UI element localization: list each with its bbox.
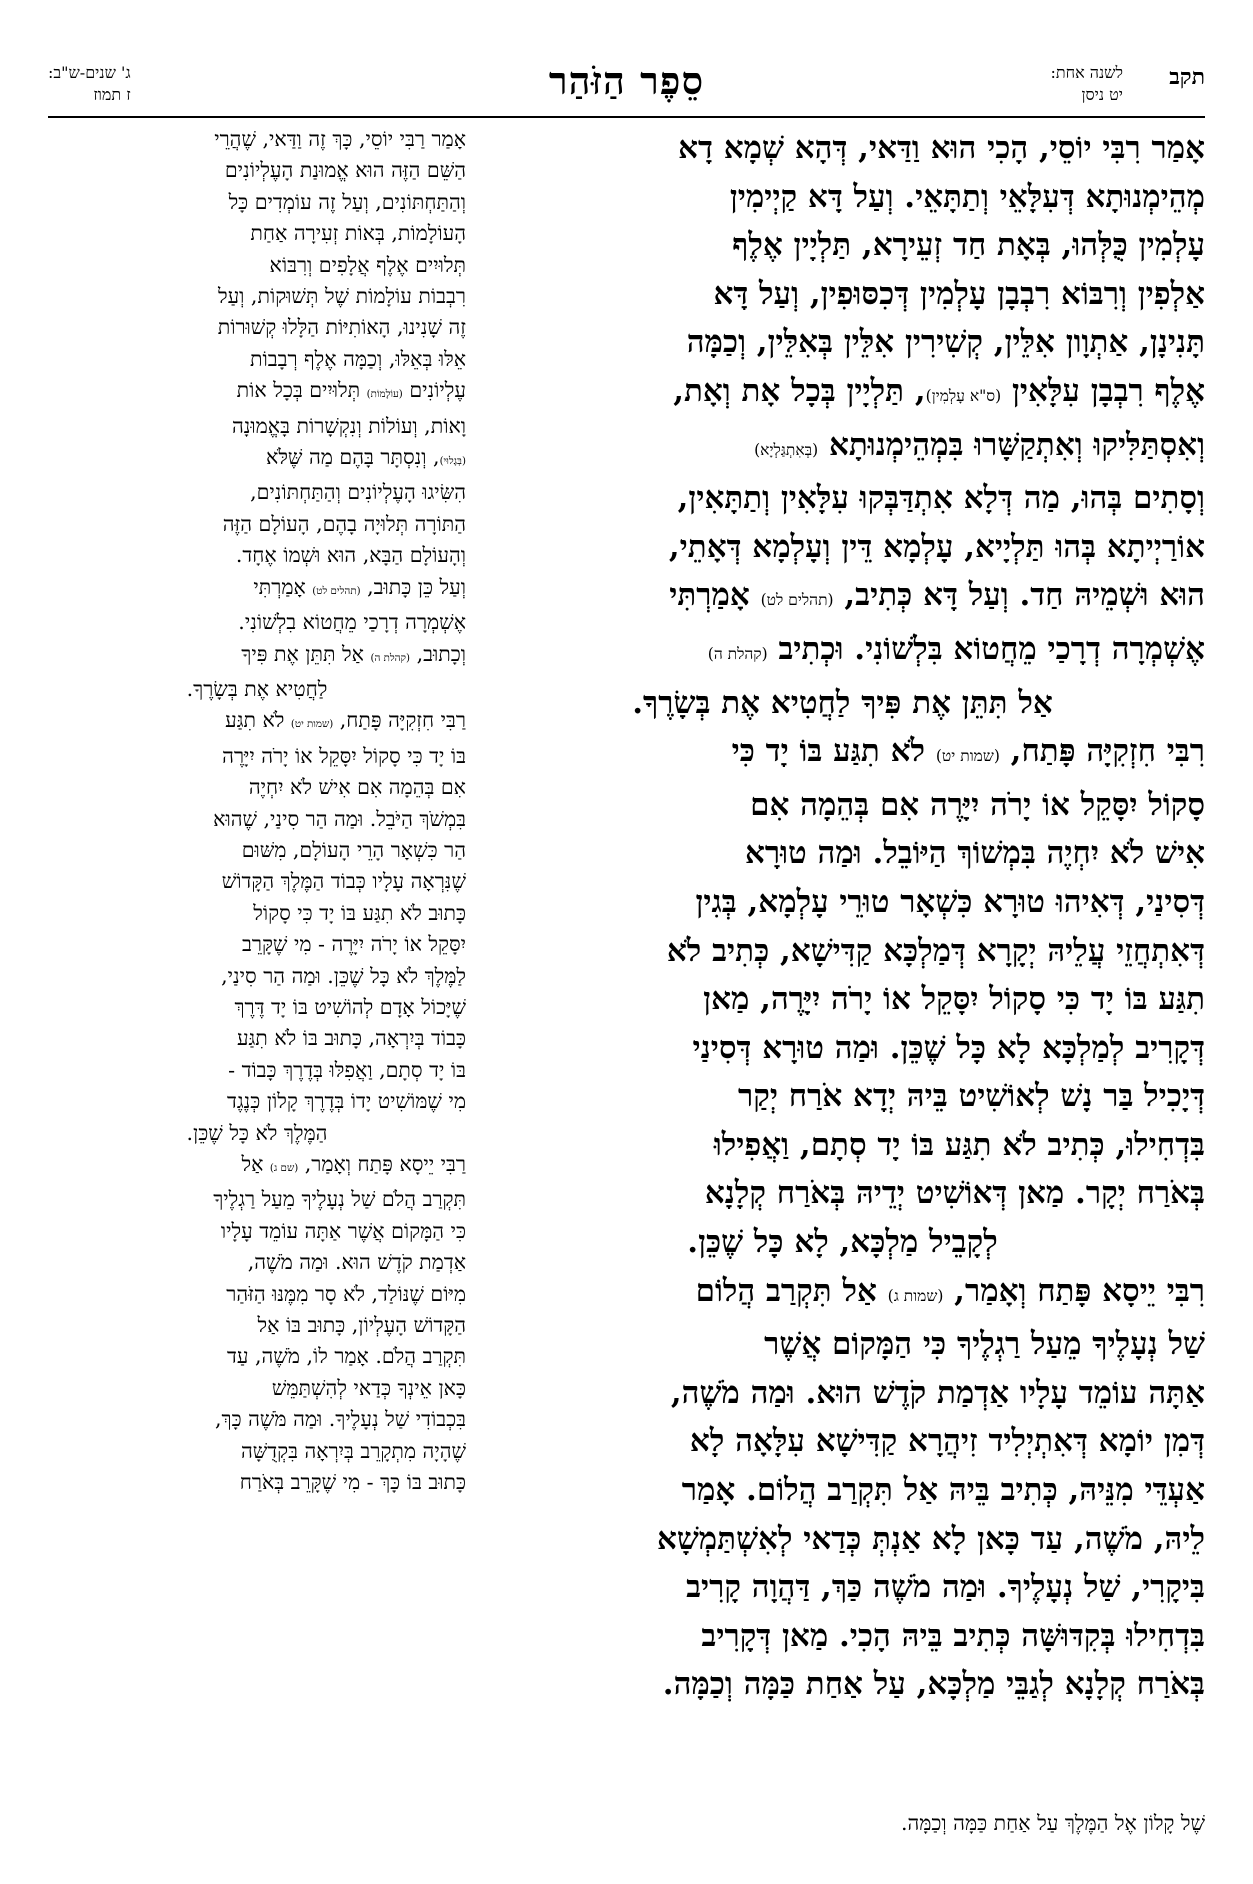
hebrew-line (48, 540, 466, 571)
text-segment: וְהָעוֹלָם הַבָּא, הוּא וּשְׁמוֹ אֶחָד. (235, 543, 466, 568)
text-segment: הָעוֹלָמוֹת, בְּאוֹת זְעִירָה אַחַת (250, 221, 466, 246)
verse-reference: (בְּגָלוּי) (439, 455, 466, 468)
aramaic-line (480, 1218, 1205, 1267)
text-segment: בִּדְחִילוּ, כְּתִיב לֹא תִגַּע בּוֹ יָד סְתָם, וַאֲפִילוּ (713, 1126, 1205, 1163)
hebrew-line (48, 124, 466, 155)
hebrew-line (48, 1279, 466, 1310)
text-segment: דְּאִתְחֲזֵי עֲלֵיהּ יְקָרָא דְּמַלְכָּא קַדִּישָׁא, כְּתִיב לֹא (666, 932, 1205, 969)
hebrew-line (48, 772, 466, 803)
aramaic-line (480, 1369, 1205, 1418)
text-segment: אֶשְׁמְרָה דְרָכַי מֵחֲטוֹא בִלְשׁוֹנִי. (238, 610, 466, 635)
text-segment: עֶלְיוֹנִים (409, 378, 466, 403)
text-segment: תִגַּע בּוֹ יָד כִּי סָקוֹל יִסָּקֵל אוֹ יָרֹה יִיָּרֶה, מַאן (703, 981, 1205, 1018)
text-segment: לַחֲטִיא אֶת בְּשָׂרֶךָ. (186, 676, 328, 701)
text-segment: אֶשְׁמְרָה דְרָכַי מֵחֲטוֹא בִּלְשׁוֹנִי. וּכְתִיב (778, 630, 1205, 667)
page-header (48, 58, 1205, 120)
one-year-date: יט ניסן (1081, 85, 1123, 104)
text-segment: עָלְמִין כֻּלְּהוּ, בְּאָת חַד זְעֵירָא, תַּלְיָין אֶלֶף (732, 227, 1205, 264)
text-segment: וְכָתוּב, (416, 641, 466, 666)
aramaic-line (480, 975, 1205, 1024)
text-segment: תָּנִינָן, אַתְוָון אִלֵּין, קְשִׁירִין אִלֵּין בְּאִלֵּין, וְכַמָּה (686, 324, 1205, 361)
text-segment: אַלְפִין וְרִבּוֹא רִבְבָן עָלְמִין דְּכִסּוּפִין, וְעַל דָּא (713, 275, 1205, 312)
aramaic-line (480, 124, 1205, 173)
hebrew-line (48, 344, 466, 375)
text-segment: הִשִּׂיגוּ הָעֶלְיוֹנִים וְהַתַּחְתּוֹנִים, (250, 480, 466, 505)
verse-reference: (בְּאִתְגַּלְיָא) (754, 440, 819, 459)
hebrew-line (48, 898, 466, 929)
text-segment: זֶה שָׁנִינוּ, הָאוֹתִיּוֹת הַלָּלוּ קְשׁוּרוֹת (217, 315, 466, 340)
text-segment: שֶׁיָּכוֹל אָדָם לְהוֹשִׁיט בּוֹ יָד דֶּרֶךְ (234, 994, 466, 1019)
text-segment: בִּכְבוֹדִי שַׁל נְעָלֶיךָ. וּמַה מֹּשֶׁה כָּךְ, (214, 1407, 466, 1432)
text-segment: אַל תִּקְרַב הֲלוֹם (695, 1272, 888, 1309)
text-segment: אַעְדֵּי מִנֵּיהּ, כְּתִיב בֵּיהּ אַל תִּקְרַב הֲלוֹם. אָמַר (681, 1472, 1205, 1509)
text-segment: לְקָבֵיל מַלְכָּא, לָא כָּל שֶׁכֵּן. (687, 1224, 998, 1261)
text-segment: תְּלוּיִים בְּכָל אוֹת (236, 378, 367, 403)
hebrew-line (48, 1184, 466, 1215)
hebrew-line (48, 1118, 466, 1149)
three-year-schedule (48, 62, 131, 106)
hebrew-line (48, 804, 466, 835)
text-segment: בּוֹ יָד סְתָם, וַאֲפִלּוּ בְּדֶרֶךְ כָּבוֹד - (228, 1057, 466, 1082)
aramaic-line (480, 367, 1205, 421)
text-segment: דְּיָכִיל בַּר נָשׁ לְאוֹשִׁיט בֵּיהּ יְדָא אֹרַח יְקַר (738, 1078, 1205, 1115)
hebrew-line (48, 835, 466, 866)
text-segment: כִּי הַמָּקוֹם אֲשֶׁר אַתָּה עוֹמֵד עָלָיו (220, 1218, 466, 1243)
hebrew-line (48, 509, 466, 540)
aramaic-line (480, 781, 1205, 830)
aramaic-line (480, 1563, 1205, 1612)
hebrew-line (48, 929, 466, 960)
hebrew-line (48, 250, 466, 281)
text-segment: בִּמְשֹׁךְ הַיֹּבֵל. וּמַה הַר סִינַי, שֶׁהוּא (213, 806, 466, 831)
text-segment: , תַּלְיָין בְּכָל אָת וְאָת, (673, 372, 926, 409)
text-segment: מִיּוֹם שֶׁנּוֹלַד, לֹא סָר מִמֶּנּוּ הַזֹּהַר (226, 1281, 466, 1306)
hebrew-line (48, 1310, 466, 1341)
verse-reference: (קהלת ה) (707, 644, 768, 663)
hebrew-line (48, 639, 466, 674)
text-segment: אַל תִּתֵּן אֶת פִּיךָ לַחֲטִיא אֶת בְּשָׂרֶךָ. (632, 684, 1053, 721)
text-segment: אַדְמַת קֹדֶשׁ הוּא. וּמַה מֹשֶׁה, (247, 1250, 466, 1275)
hebrew-line (48, 411, 466, 442)
aramaic-line (480, 1267, 1205, 1321)
text-segment: שֶׁנִּרְאָה עָלָיו כְּבוֹד הַמֶּלֶךְ הַקָּדוֹשׁ (221, 869, 466, 894)
aramaic-line (480, 1612, 1205, 1661)
text-segment: שַׁל נְעָלֶיךָ מֵעַל רַגְלֶיךָ כִּי הַמָּקוֹם אֲשֶׁר (764, 1326, 1205, 1363)
verse-reference: (שמות יט) (290, 718, 334, 731)
text-segment: רִבְבוֹת עוֹלָמוֹת שֶׁל תְּשׁוּקוֹת, וְעַל (217, 284, 466, 309)
verse-reference: (תהלים לט) (312, 584, 361, 597)
hebrew-line (48, 1341, 466, 1372)
three-year-date: ז תמוז (93, 85, 131, 104)
hebrew-line (48, 607, 466, 638)
aramaic-line (480, 1320, 1205, 1369)
aramaic-line (480, 1024, 1205, 1073)
text-segment: וְסָתִים בְּהוּ, מַה דְּלָא אִתְדַּבְּקוּ עִלָּאִין וְתַתָּאִין, (677, 480, 1205, 517)
text-segment: מְהֵימְנוּתָא דְּעִלָּאֵי וְתַתָּאֵי. וְעַל דָּא קַיְימִין (729, 178, 1205, 215)
hebrew-line (48, 1086, 466, 1117)
text-segment: , וְנִסְתָּר בָּהֶם מַה שֶּׁלֹּא (266, 445, 440, 470)
hebrew-line (48, 281, 466, 312)
hebrew-line (48, 1247, 466, 1278)
aramaic-line (480, 1169, 1205, 1218)
hebrew-line (48, 572, 466, 607)
text-segment: רִבִּי יֵיסָא פָּתַח וְאָמַר, (954, 1272, 1205, 1309)
text-segment: לֹא תִגַּע (225, 708, 291, 733)
verse-reference: (עוֹלָמוֹת) (366, 388, 403, 401)
aramaic-line (480, 878, 1205, 927)
text-segment: תִּקְרַב הֲלֹם שַׁל נְעָלֶיךָ מֵעַל רַגְלֶיךָ (213, 1187, 466, 1212)
text-segment: דְּקָרִיב לְמַלְכָּא לָא כָּל שֶׁכֵּן. וּמַה טוּרָא דְּסִינַי (692, 1029, 1205, 1066)
verse-reference: (שמות יט) (935, 747, 1000, 766)
aramaic-line (480, 474, 1205, 523)
text-segment: אָמַרְתִּי (669, 577, 761, 614)
hebrew-line (48, 961, 466, 992)
hebrew-line (48, 155, 466, 186)
text-segment: וְהַתַּחְתּוֹנִים, וְעַל זֶה עוֹמְדִים כָּל (228, 189, 466, 214)
text-segment: שֶׁהָיָה מִתְקָרֵב בְּיִרְאָה בִּקְדֻשָּׁה (240, 1438, 466, 1463)
text-segment: כָּבוֹד בְּיִרְאָה, כָּתוּב בּוֹ לֹא תִגַּע (236, 1026, 466, 1051)
hebrew-line (48, 741, 466, 772)
text-segment: רִבִּי חִזְקִיָּה פָּתַח, (1010, 733, 1205, 770)
hebrew-line (48, 1467, 466, 1498)
text-segment: אָמַר רִבִּי יוֹסֵי, הָכִי הוּא וַדַּאי, דְּהָא שְׁמָא דָא (678, 130, 1205, 166)
hebrew-line (48, 1373, 466, 1404)
text-segment: אוֹרַיְיתָא בְּהוּ תַּלְיָיא, עָלְמָא דֵּין וְעָלְמָא דְּאָתֵי, (668, 528, 1205, 565)
text-segment: אִם בְּהֵמָה אִם אִישׁ לֹא יִחְיֶה (248, 775, 466, 800)
text-segment: בִּיקָרִי, שַׁל נְעָלֶיךָ. וּמַה מֹשֶׁה כַּךְ, דַּהֲוָה קָרִיב (686, 1569, 1205, 1606)
text-segment: לַמֶּלֶךְ לֹא כָּל שֶׁכֵּן. וּמַה הַר סִינַי, (221, 963, 466, 988)
text-segment: אִישׁ לֹא יִחְיֶה בִּמְשׁוֹךְ הַיּוֹבֵל. וּמַה טוּרָא (744, 835, 1205, 872)
text-segment: הַשֵּׁם הַזֶּה הוּא אֱמוּנַת הָעֶלְיוֹנִים (224, 158, 466, 183)
verse-reference: (קהלת ה) (370, 651, 411, 664)
aramaic-line (480, 318, 1205, 367)
aramaic-line (480, 625, 1205, 679)
aramaic-line (480, 523, 1205, 572)
text-segment: יִסָּקֵל אוֹ יָרֹה יִיָּרֶה - מִי שֶׁקָּרֵב (242, 932, 466, 957)
aramaic-line (480, 221, 1205, 270)
text-segment: וָאוֹת, וְעוֹלוֹת וְנִקְשָׁרוֹת בָּאֱמוּנָה (231, 413, 466, 438)
header-rule (48, 116, 1205, 118)
hebrew-line (48, 375, 466, 410)
text-segment: בִּדְחִילוּ בְּקִדּוּשָּׁה כְּתִיב בֵּיהּ הָכִי. מַאן דְּקָרִיב (701, 1617, 1205, 1654)
text-segment: רַבִּי חִזְקִיָּה פָּתַח, (339, 708, 466, 733)
hebrew-line (48, 187, 466, 218)
text-segment: אֶלֶף רִבְבָן עִלָּאִין (1011, 372, 1205, 409)
text-segment: הַר כִּשְׁאָר הָרֵי הָעוֹלָם, מִשּׁוּם (241, 837, 466, 862)
text-segment: בּוֹ יָד כִּי סָקוֹל יִסָּקֵל אוֹ יָרֹה יִיָּרֶה (222, 743, 466, 768)
text-segment: הַמֶּלֶךְ לֹא כָּל שֶׁכֵּן. (186, 1120, 328, 1145)
hebrew-line (48, 1055, 466, 1086)
hebrew-line (48, 866, 466, 897)
text-segment: דְּסִינַי, דְּאִיהוּ טוּרָא כִּשְׁאָר טוּרֵי עָלְמָא, בְּגִין (695, 883, 1205, 920)
hebrew-line (48, 674, 466, 705)
text-segment: וְעַל כֵּן כָּתוּב, (367, 574, 466, 599)
hebrew-line (48, 1023, 466, 1054)
aramaic-line (480, 270, 1205, 319)
aramaic-line (480, 679, 1205, 728)
text-segment: בְּאֹרַח יְקָר. מַאן דְּאוֹשִׁיט יְדֵיהּ בְּאֹרַח קְלָנָא (704, 1175, 1205, 1212)
text-segment: דְּמִן יוֹמָא דְּאִתְיְלִיד זִיהֲרָא קַדִּישָׁא עִלָּאָה לָא (689, 1423, 1205, 1460)
aramaic-line (480, 727, 1205, 781)
hebrew-line (48, 1436, 466, 1467)
hebrew-line (48, 705, 466, 740)
text-segment: תְּלוּיִים אֶלֶף אֲלָפִים וְרִבּוֹא (269, 252, 466, 277)
hebrew-line (48, 218, 466, 249)
hebrew-line (48, 312, 466, 343)
aramaic-line (480, 927, 1205, 976)
hebrew-line (48, 1404, 466, 1435)
text-segment: לֹא תִגַּע בּוֹ יָד כִּי (731, 733, 936, 770)
aramaic-line (480, 1660, 1205, 1709)
aramaic-line (480, 1072, 1205, 1121)
text-segment: בְּאֹרַח קְלָנָא לְגַבֵּי מַלְכָּא, עַל אַחַת כַּמָּה וְכַמָּה. (662, 1666, 1205, 1703)
text-segment: הוּא וּשְׁמֵיהּ חַד. וְעַל דָּא כְּתִיב, (844, 577, 1205, 614)
text-segment: אַתָּה עוֹמֵד עָלָיו אַדְמַת קֹדֶשׁ הוּא. וּמַה מֹשֶׁה, (670, 1374, 1205, 1411)
aramaic-line (480, 1515, 1205, 1564)
aramaic-line (480, 1466, 1205, 1515)
hebrew-translation-column (48, 124, 466, 1498)
aramaic-line (480, 1417, 1205, 1466)
aramaic-line (480, 829, 1205, 878)
text-segment: רַבִּי יֵיסָא פָּתַח וְאָמַר, (304, 1152, 466, 1176)
hebrew-line (48, 442, 466, 477)
verse-reference: (שמות ג) (887, 1286, 944, 1305)
three-year-label: ג' שנים-ש"ב: (48, 63, 131, 82)
text-segment: וְאִסְתַּלִּיקוּ וְאִתְקַשָּׁרוּ בִּמְהֵימְנוּתָא (828, 426, 1205, 463)
text-segment: אָמַרְתִּי (253, 574, 313, 599)
hebrew-line (48, 1216, 466, 1247)
hebrew-line (48, 1149, 466, 1184)
aramaic-line (480, 571, 1205, 625)
text-segment: כָּתוּב לֹא תִגַּע בּוֹ יָד כִּי סָקוֹל (253, 900, 466, 925)
text-segment: אָמַר רַבִּי יוֹסֵי, כָּךְ זֶה וַדַּאי, שֶׁהֲרֵי (214, 127, 466, 151)
aramaic-text-column (480, 124, 1205, 1709)
hebrew-line (48, 477, 466, 508)
text-segment: כָּאן אֵינְךָ כְּדַאי לְהִשְׁתַּמֵּשׁ (271, 1375, 466, 1400)
verse-reference: (ס"א עָלְמִין) (925, 386, 1002, 405)
aramaic-line (480, 1121, 1205, 1170)
text-segment: תִּקְרַב הֲלֹם. אָמַר לוֹ, מֹשֶׁה, עַד (226, 1344, 466, 1369)
text-segment: הַתּוֹרָה תְּלוּיָה בָהֶם, הָעוֹלָם הַזֶּה (222, 511, 466, 536)
one-year-label: לשנה אחת: (1050, 63, 1123, 82)
text-segment: הַקָּדוֹשׁ הָעֶלְיוֹן, כָּתוּב בּוֹ אַל (257, 1313, 466, 1338)
book-title: סֵפֶר הַזֹּהַר (548, 58, 705, 103)
aramaic-line (480, 173, 1205, 222)
page-number: תקב (1169, 64, 1205, 90)
text-segment: מִי שֶׁמּוֹשִׁיט יָדוֹ בְּדֶרֶךְ קָלוֹן כְּנֶגֶד (227, 1089, 466, 1114)
text-segment: לֵיהּ, מֹשֶׁה, עַד כָּאן לָא אַנְתְּ כְּדַאי לְאִשְׁתַּמְשָׁא (656, 1520, 1205, 1557)
text-segment: אֵלּוּ בְּאֵלּוּ, וְכַמָּה אֶלֶף רְבָבוֹת (249, 346, 466, 371)
aramaic-line (480, 421, 1205, 475)
text-segment: אַל תִּתֵּן אֶת פִּיךָ (241, 641, 371, 666)
hebrew-line (48, 992, 466, 1023)
text-segment: סָקוֹל יִסָּקֵל אוֹ יָרֹה יִיָּרֶה אִם בְּהֵמָה אִם (750, 786, 1205, 823)
verse-reference: (שם ג) (269, 1162, 299, 1174)
verse-reference: (תהלים לט) (760, 591, 834, 610)
text-segment: אַל (241, 1152, 270, 1176)
text-segment: כָּתוּב בּוֹ כָּךְ - מִי שֶׁקָּרֵב בְּאֹרַח (239, 1470, 466, 1495)
translation-final-line: שֶׁל קָלוֹן אֶל הַמֶּלֶךְ עַל אַחַת כַּמָּה וְכַמָּה. (900, 1811, 1205, 1835)
